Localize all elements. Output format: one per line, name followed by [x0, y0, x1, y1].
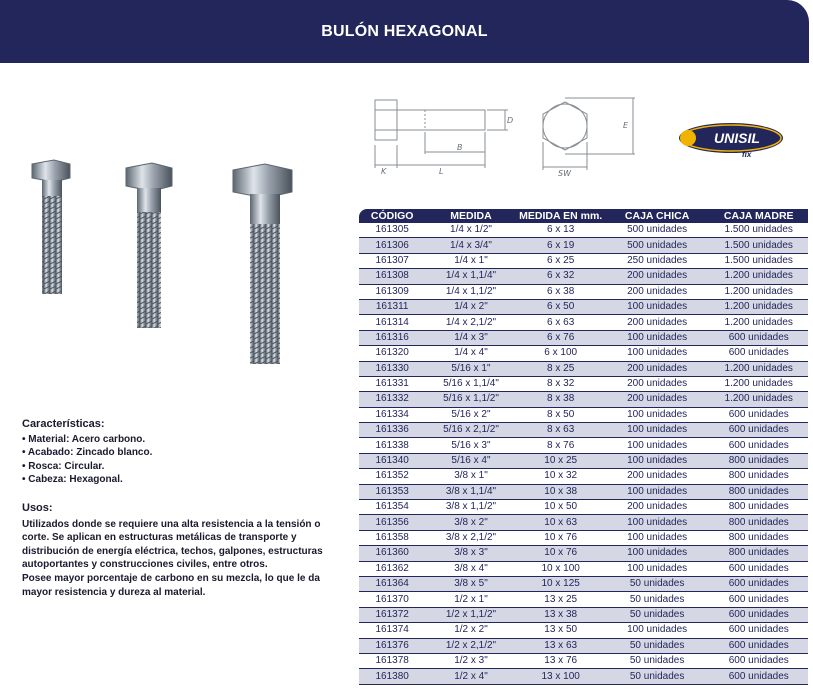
cell-size-mm: 10 x 100 [517, 561, 605, 576]
cell-master-box: 800 unidades [709, 530, 808, 545]
cell-code: 161316 [359, 330, 425, 345]
table-row [359, 423, 808, 438]
cell-small-box: 250 unidades [605, 253, 710, 268]
table-row [359, 638, 808, 653]
cell-master-box: 600 unidades [709, 623, 808, 638]
cell-small-box: 100 unidades [605, 299, 710, 314]
table-row [359, 361, 808, 376]
cell-size: 1/2 x 1,1/2" [425, 607, 516, 622]
product-table [359, 209, 808, 685]
cell-small-box: 100 unidades [605, 515, 710, 530]
cell-size: 1/4 x 3/4" [425, 238, 516, 253]
technical-drawing [355, 90, 655, 185]
cell-master-box: 1.200 unidades [709, 284, 808, 299]
table-row [359, 238, 808, 253]
cell-small-box: 50 unidades [605, 576, 710, 591]
cell-master-box: 1.200 unidades [709, 361, 808, 376]
header-code: CÓDIGO [359, 209, 425, 223]
table-row [359, 653, 808, 668]
cell-code: 161332 [359, 392, 425, 407]
small-bolt-icon [32, 160, 70, 294]
features-section [22, 418, 342, 487]
table-row [359, 253, 808, 268]
cell-master-box: 800 unidades [709, 484, 808, 499]
table-row [359, 299, 808, 314]
cell-code: 161307 [359, 253, 425, 268]
cell-code: 161334 [359, 407, 425, 422]
cell-master-box: 800 unidades [709, 469, 808, 484]
table-row [359, 407, 808, 422]
feature-thread: • Rosca: Circular. [22, 460, 342, 474]
features-list [22, 433, 342, 487]
unisil-logo [676, 118, 786, 162]
cell-size-mm: 8 x 63 [517, 423, 605, 438]
table-row [359, 269, 808, 284]
cell-small-box: 100 unidades [605, 484, 710, 499]
cell-size-mm: 8 x 25 [517, 361, 605, 376]
table-row [359, 284, 808, 299]
cell-code: 161380 [359, 669, 425, 684]
header-size: MEDIDA [425, 209, 516, 223]
cell-master-box: 600 unidades [709, 592, 808, 607]
cell-size: 1/4 x 1,1/2" [425, 284, 516, 299]
uses-section [22, 502, 342, 599]
table-row [359, 330, 808, 345]
page-title: BULÓN HEXAGONAL [321, 22, 488, 40]
cell-small-box: 200 unidades [605, 500, 710, 515]
cell-master-box: 600 unidades [709, 576, 808, 591]
cell-size-mm: 13 x 76 [517, 653, 605, 668]
cell-master-box: 800 unidades [709, 515, 808, 530]
cell-master-box: 1.200 unidades [709, 315, 808, 330]
cell-size-mm: 6 x 63 [517, 315, 605, 330]
cell-master-box: 600 unidades [709, 438, 808, 453]
cell-size-mm: 10 x 76 [517, 530, 605, 545]
cell-small-box: 100 unidades [605, 623, 710, 638]
cell-small-box: 500 unidades [605, 238, 710, 253]
feature-material: • Material: Acero carbono. [22, 433, 342, 447]
cell-size-mm: 10 x 32 [517, 469, 605, 484]
cell-size: 3/8 x 3" [425, 546, 516, 561]
cell-size: 3/8 x 2,1/2" [425, 530, 516, 545]
cell-master-box: 600 unidades [709, 423, 808, 438]
cell-small-box: 100 unidades [605, 530, 710, 545]
cell-master-box: 1.200 unidades [709, 299, 808, 314]
cell-size-mm: 6 x 32 [517, 269, 605, 284]
cell-size: 3/8 x 1" [425, 469, 516, 484]
cell-small-box: 100 unidades [605, 423, 710, 438]
table-row [359, 376, 808, 391]
table-row [359, 392, 808, 407]
cell-size: 1/4 x 2,1/2" [425, 315, 516, 330]
cell-size: 1/2 x 1" [425, 592, 516, 607]
header-master-box: CAJA MADRE [709, 209, 808, 223]
cell-size: 5/16 x 1,1/2" [425, 392, 516, 407]
cell-code: 161336 [359, 423, 425, 438]
cell-small-box: 100 unidades [605, 546, 710, 561]
logo-text: UNISIL [714, 130, 760, 146]
cell-size: 1/4 x 4" [425, 346, 516, 361]
cell-master-box: 1.500 unidades [709, 253, 808, 268]
feature-finish: • Acabado: Zincado blanco. [22, 446, 342, 460]
features-title: Características: [22, 418, 105, 430]
cell-master-box: 1.500 unidades [709, 223, 808, 238]
cell-code: 161356 [359, 515, 425, 530]
cell-code: 161353 [359, 484, 425, 499]
cell-size: 1/4 x 1/2" [425, 223, 516, 238]
table-row [359, 438, 808, 453]
cell-size: 1/2 x 3" [425, 653, 516, 668]
bolts-photo [20, 150, 340, 380]
cell-code: 161358 [359, 530, 425, 545]
cell-size: 3/8 x 4" [425, 561, 516, 576]
cell-master-box: 600 unidades [709, 638, 808, 653]
cell-code: 161311 [359, 299, 425, 314]
cell-code: 161376 [359, 638, 425, 653]
cell-size: 5/16 x 3" [425, 438, 516, 453]
cell-master-box: 1.500 unidades [709, 238, 808, 253]
label-k: K [381, 167, 387, 176]
cell-size-mm: 10 x 25 [517, 453, 605, 468]
table-row [359, 530, 808, 545]
table-row [359, 453, 808, 468]
cell-master-box: 600 unidades [709, 346, 808, 361]
uses-paragraph-1: Utilizados donde se requiere una alta resistencia a la tensión o corte. Se aplican en estructuras metálicas de transporte y distribución de energía eléctrica, techos, galpones, estructuras autoportantes y construcciones civiles, entre otros. [22, 518, 323, 571]
cell-size: 5/16 x 2,1/2" [425, 423, 516, 438]
cell-size: 1/4 x 2" [425, 299, 516, 314]
table-row [359, 346, 808, 361]
label-sw: SW [558, 169, 571, 178]
large-bolt-icon [233, 164, 292, 364]
cell-code: 161340 [359, 453, 425, 468]
header-small-box: CAJA CHICA [605, 209, 710, 223]
label-e: E [623, 121, 629, 130]
cell-small-box: 200 unidades [605, 376, 710, 391]
table-row [359, 561, 808, 576]
cell-code: 161330 [359, 361, 425, 376]
cell-size-mm: 10 x 63 [517, 515, 605, 530]
cell-code: 161374 [359, 623, 425, 638]
cell-small-box: 200 unidades [605, 284, 710, 299]
medium-bolt-icon [126, 163, 172, 328]
cell-small-box: 100 unidades [605, 453, 710, 468]
cell-master-box: 1.200 unidades [709, 269, 808, 284]
feature-head: • Cabeza: Hexagonal. [22, 473, 342, 487]
table-row [359, 500, 808, 515]
cell-size-mm: 6 x 19 [517, 238, 605, 253]
cell-size-mm: 13 x 100 [517, 669, 605, 684]
cell-size: 3/8 x 2" [425, 515, 516, 530]
logo-subtext: fix [742, 150, 752, 159]
label-l: L [439, 167, 444, 176]
cell-code: 161372 [359, 607, 425, 622]
cell-size: 1/2 x 4" [425, 669, 516, 684]
cell-small-box: 50 unidades [605, 592, 710, 607]
cell-size-mm: 6 x 100 [517, 346, 605, 361]
cell-size-mm: 6 x 76 [517, 330, 605, 345]
cell-code: 161352 [359, 469, 425, 484]
uses-paragraph-2: Posee mayor porcentaje de carbono en su mezcla, lo que le da mayor resistencia y dureza al material. [22, 572, 320, 598]
cell-size-mm: 10 x 76 [517, 546, 605, 561]
table-row [359, 484, 808, 499]
uses-title: Usos: [22, 502, 53, 514]
cell-master-box: 800 unidades [709, 453, 808, 468]
table-row [359, 546, 808, 561]
table-header-row [359, 209, 808, 223]
cell-small-box: 50 unidades [605, 607, 710, 622]
cell-size-mm: 13 x 50 [517, 623, 605, 638]
cell-code: 161331 [359, 376, 425, 391]
cell-master-box: 600 unidades [709, 330, 808, 345]
cell-size-mm: 8 x 32 [517, 376, 605, 391]
cell-size-mm: 6 x 25 [517, 253, 605, 268]
cell-size-mm: 6 x 50 [517, 299, 605, 314]
cell-size-mm: 10 x 50 [517, 500, 605, 515]
cell-small-box: 100 unidades [605, 407, 710, 422]
cell-size-mm: 8 x 76 [517, 438, 605, 453]
cell-master-box: 1.200 unidades [709, 392, 808, 407]
cell-small-box: 50 unidades [605, 638, 710, 653]
cell-small-box: 200 unidades [605, 361, 710, 376]
cell-code: 161308 [359, 269, 425, 284]
table-row [359, 315, 808, 330]
cell-code: 161354 [359, 500, 425, 515]
cell-code: 161360 [359, 546, 425, 561]
page-header [0, 0, 809, 63]
label-d: D [507, 116, 514, 125]
cell-size: 5/16 x 4" [425, 453, 516, 468]
cell-master-box: 600 unidades [709, 561, 808, 576]
cell-code: 161306 [359, 238, 425, 253]
cell-code: 161309 [359, 284, 425, 299]
table-row [359, 469, 808, 484]
cell-size: 5/16 x 1,1/4" [425, 376, 516, 391]
cell-master-box: 800 unidades [709, 500, 808, 515]
label-b: B [457, 143, 463, 152]
cell-code: 161305 [359, 223, 425, 238]
cell-size-mm: 6 x 38 [517, 284, 605, 299]
cell-master-box: 600 unidades [709, 607, 808, 622]
cell-master-box: 600 unidades [709, 669, 808, 684]
cell-size: 1/4 x 1,1/4" [425, 269, 516, 284]
cell-small-box: 50 unidades [605, 653, 710, 668]
cell-code: 161378 [359, 653, 425, 668]
cell-small-box: 100 unidades [605, 330, 710, 345]
cell-master-box: 1.200 unidades [709, 376, 808, 391]
table-row [359, 223, 808, 238]
cell-size: 3/8 x 5" [425, 576, 516, 591]
cell-size-mm: 13 x 38 [517, 607, 605, 622]
table-row [359, 576, 808, 591]
table-row [359, 669, 808, 684]
cell-size-mm: 8 x 38 [517, 392, 605, 407]
cell-size-mm: 6 x 13 [517, 223, 605, 238]
table-row [359, 623, 808, 638]
table-row [359, 607, 808, 622]
cell-master-box: 600 unidades [709, 653, 808, 668]
cell-master-box: 800 unidades [709, 546, 808, 561]
cell-code: 161370 [359, 592, 425, 607]
cell-size: 3/8 x 1,1/2" [425, 500, 516, 515]
cell-size: 1/4 x 1" [425, 253, 516, 268]
cell-size: 1/2 x 2" [425, 623, 516, 638]
cell-size: 1/4 x 3" [425, 330, 516, 345]
cell-small-box: 200 unidades [605, 392, 710, 407]
cell-size-mm: 13 x 25 [517, 592, 605, 607]
cell-code: 161338 [359, 438, 425, 453]
cell-small-box: 50 unidades [605, 669, 710, 684]
cell-small-box: 100 unidades [605, 438, 710, 453]
cell-code: 161364 [359, 576, 425, 591]
table-row [359, 592, 808, 607]
cell-size: 1/2 x 2,1/2" [425, 638, 516, 653]
cell-size-mm: 8 x 50 [517, 407, 605, 422]
cell-size-mm: 10 x 38 [517, 484, 605, 499]
cell-small-box: 100 unidades [605, 561, 710, 576]
cell-size: 3/8 x 1,1/4" [425, 484, 516, 499]
header-size-mm: MEDIDA EN mm. [517, 209, 605, 223]
cell-code: 161314 [359, 315, 425, 330]
table-row [359, 515, 808, 530]
cell-size: 5/16 x 1" [425, 361, 516, 376]
cell-small-box: 200 unidades [605, 269, 710, 284]
cell-size-mm: 13 x 63 [517, 638, 605, 653]
cell-master-box: 600 unidades [709, 407, 808, 422]
cell-size: 5/16 x 2" [425, 407, 516, 422]
cell-small-box: 200 unidades [605, 315, 710, 330]
cell-code: 161362 [359, 561, 425, 576]
cell-small-box: 500 unidades [605, 223, 710, 238]
cell-small-box: 100 unidades [605, 346, 710, 361]
cell-code: 161320 [359, 346, 425, 361]
cell-size-mm: 10 x 125 [517, 576, 605, 591]
cell-small-box: 200 unidades [605, 469, 710, 484]
